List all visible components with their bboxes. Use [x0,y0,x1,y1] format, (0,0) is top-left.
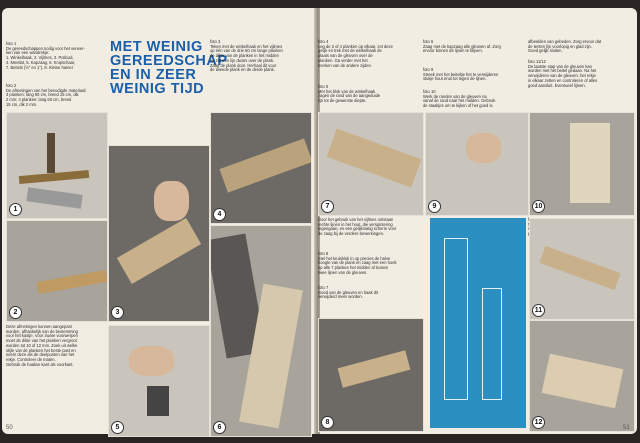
blueprint-plank-right [482,288,502,400]
text-block-foto5: foto 5 Met het blok van de winkelhaak zagen de rand van de aangeduide lijn tot de gewenste diepte. [318,84,381,104]
saw-shape [26,187,82,209]
board-shape [219,138,312,192]
board-shape [36,270,107,294]
photo-number-5: 5 [111,421,124,434]
photo-number-1: 1 [9,203,22,216]
photo-number-12: 12 [532,416,545,429]
photo-number-7: 7 [321,200,334,213]
blueprint-diagram [430,218,526,428]
text-block-dimensions: Deze afmetingen kunnen aangepast worden, afhankelijk van de bestemming voor het kastje. Voor zware voorwerpen moet de dikte van het planken vergroot worden tot 10 of 12 mm. Zoek uit welke stijle van de planken het beste past en neem deze als de deelpunten van het rekje. Controleer de maten. Gebruik de haakse kant als voorkant. [6,324,78,367]
text-block-foto7: foto 7 Goed van de gleuven en haak dit verwijderd meer worden. [318,285,379,300]
blueprint-plank-left [444,238,468,400]
photo-measuring [6,220,108,322]
hand-shape [466,133,501,163]
photo-number-2: 2 [9,306,22,319]
text-block-foto11: foto 11/12 De laatste stap van de gleuven kan worden met het beitel gedaan. Na het verwijderen van de gleuven, het rekje in elkaar zetten en controleren of alles goed aansluit. Eventueel lijmen. [528,59,598,88]
photo-number-9: 9 [428,200,441,213]
photo-finished [529,218,635,320]
board-shape [539,246,620,290]
photo-number-11: 11 [532,304,545,317]
text-block-foto10: foto 10 Werk de randen van de gleuven na vanaf de rand naar het midden. Gebruik de staaltjes om te kijken of het goed is. [423,89,496,109]
text-block-vijlmes: Door het gebruik van het vijlmes ontstaan rechte lijnen in het hout, die verspintering tegengaan, en een gelijkmatig scherm voor de zaag bij de verdere bewerkingen. [318,217,397,237]
text-block-foto1: foto 1 De gereedschappen nodig voor het verwer- ken van een wandrekje: 1. Winkelhaak, 2. Vijlmes, 3. Potlood, 4. Meetlat, 5. Kapzaag, 6. Knipschaar, 7. Beitels (½" en 1"), 8. Kleine hamer [6,41,85,70]
photo-number-6: 6 [213,421,226,434]
photo-chiseling [210,225,312,437]
page-number-right: 51 [623,425,630,431]
photo-number-3: 3 [111,306,124,319]
photo-number-10: 10 [532,200,545,213]
text-block-notes: afbeelden van gebeden. Zorg ervoor dat de tenten lijn voorlopig en glad zijn. Goed gelijk sluiten. [528,39,602,54]
text-block-foto3: foto 3 Teken met de winkelhaak en het vijlmes op één van de drie 60 cm lange planken de dikte van de planken in het midden en zet een lijn dwars over de plank. Zaag de plank door. Herhaal dit voor de tweede plank en de derde plank. [210,39,283,73]
photo-marking [108,145,210,322]
photo-detail [529,112,635,216]
text-block-foto2: foto 2 De afmetingen van het benodigde materiaal: 3 planken: lang 90 cm, breed 15 cm, dik 2 mm; 4 planken: lang 60 cm, breed 15 cm, dik 2 mm. [6,83,87,107]
photo-final [529,320,635,432]
board-shape [117,218,201,284]
photo-sawing [210,112,312,224]
photo-number-8: 8 [321,416,334,429]
text-block-foto8: foto 8 Stel het kruisblok in op precies de halve hoogte van de plank en zaag met een hoek op alle 7 planken het midden af tussen twee lijnen van de gleuven. [318,251,397,275]
photo-sanding [318,112,424,216]
page-title: MET WEINIG GEREEDSCHAP EN IN ZEER WEINIG TIJD [110,39,228,97]
board-shape [570,123,610,203]
photo-notching [425,112,529,216]
text-block-foto4: foto 4 Leg de 3 of 4 planken op elkaar, zet deze gelijk en trek met de winkelhaak de plaats van de gleuven over de planken. Ga verder met het merken van de andere zijden. [318,39,393,68]
photo-assembly [318,318,424,432]
photo-tools [6,112,108,219]
square-shape [47,133,55,173]
hand-shape [129,346,174,376]
photo-cutting [108,325,210,437]
photo-number-4: 4 [213,208,226,221]
text-block-foto9: foto 9 Streek met het beiteltje het te verwijderen stukje hout eruit tot tegen de lijnen. [423,67,499,82]
page-number-left: 50 [6,425,13,431]
text-block-foto6: foto 6 Zaag met de kapzaag alle gleuven af. Zorg ervoor binnen de lijnen te blijven. [423,39,501,54]
hand-shape [154,181,189,221]
clamp-shape [147,386,169,416]
board-shape [338,350,411,387]
shelf-shape [542,354,624,409]
board-shape [327,129,422,188]
